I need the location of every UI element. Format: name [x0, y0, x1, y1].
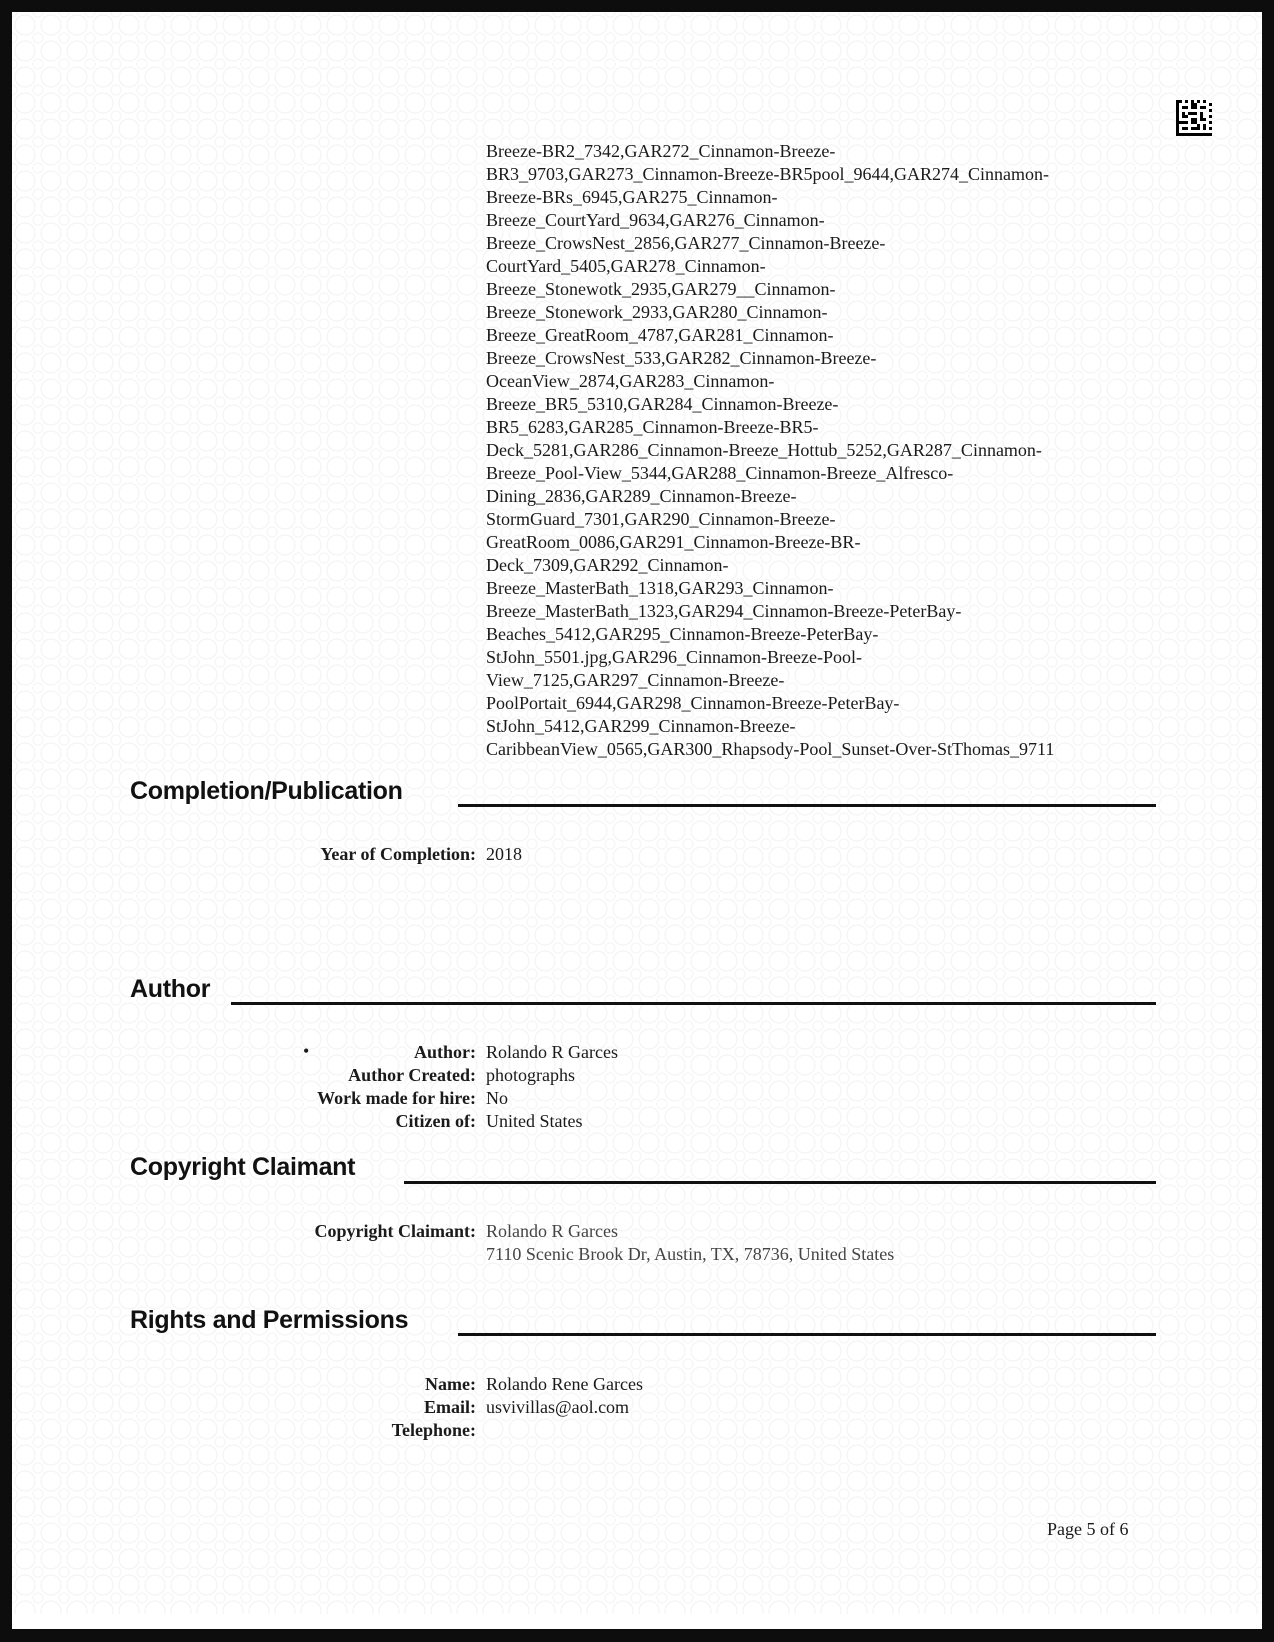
claimant-label: Copyright Claimant:	[314, 1221, 476, 1241]
author-created-value: photographs	[486, 1065, 575, 1085]
title-line: Breeze_CrowsNest_533,GAR282_Cinnamon-Breeze-	[486, 348, 877, 368]
author-label: Author:	[414, 1042, 476, 1062]
author-value: Rolando R Garces	[486, 1042, 618, 1062]
title-line: Breeze_MasterBath_1323,GAR294_Cinnamon-Breeze-PeterBay-	[486, 601, 962, 621]
titles-continuation	[486, 140, 1206, 761]
rights-rule	[458, 1333, 1156, 1336]
year-of-completion-value: 2018	[486, 844, 522, 864]
title-line: BR3_9703,GAR273_Cinnamon-Breeze-BR5pool_9644,GAR274_Cinnamon-	[486, 164, 1049, 184]
title-line: OceanView_2874,GAR283_Cinnamon-	[486, 371, 775, 391]
title-line: Breeze_Stonewotk_2935,GAR279__Cinnamon-	[486, 279, 836, 299]
author-bullet: •	[303, 1041, 310, 1061]
title-line: Beaches_5412,GAR295_Cinnamon-Breeze-PeterBay-	[486, 624, 879, 644]
completion-rule	[458, 804, 1156, 807]
completion-heading: Completion/Publication	[130, 777, 403, 805]
title-line: BR5_6283,GAR285_Cinnamon-Breeze-BR5-	[486, 417, 819, 437]
page-bottom-margin	[12, 1614, 1262, 1629]
title-line: Breeze-BRs_6945,GAR275_Cinnamon-	[486, 187, 778, 207]
citizen-of-value: United States	[486, 1111, 583, 1131]
title-line: Breeze_GreatRoom_4787,GAR281_Cinnamon-	[486, 325, 834, 345]
title-line: CourtYard_5405,GAR278_Cinnamon-	[486, 256, 766, 276]
author-rule	[231, 1002, 1156, 1005]
title-line: Breeze_CourtYard_9634,GAR276_Cinnamon-	[486, 210, 825, 230]
work-for-hire-label: Work made for hire:	[317, 1088, 476, 1108]
title-line: Breeze_Stonework_2933,GAR280_Cinnamon-	[486, 302, 828, 322]
title-line: GreatRoom_0086,GAR291_Cinnamon-Breeze-BR-	[486, 532, 861, 552]
claimant-heading: Copyright Claimant	[130, 1153, 356, 1181]
title-line: Breeze-BR2_7342,GAR272_Cinnamon-Breeze-	[486, 141, 836, 161]
title-line: StormGuard_7301,GAR290_Cinnamon-Breeze-	[486, 509, 836, 529]
title-line: PoolPortait_6944,GAR298_Cinnamon-Breeze-PeterBay-	[486, 693, 900, 713]
rights-heading: Rights and Permissions	[130, 1306, 409, 1334]
title-line: Breeze_BR5_5310,GAR284_Cinnamon-Breeze-	[486, 394, 839, 414]
title-line: CaribbeanView_0565,GAR300_Rhapsody-Pool_Sunset-Over-StThomas_9711	[486, 739, 1055, 759]
title-line: Breeze_Pool-View_5344,GAR288_Cinnamon-Breeze_Alfresco-	[486, 463, 954, 483]
claimant-rule	[404, 1181, 1156, 1184]
title-line: Breeze_CrowsNest_2856,GAR277_Cinnamon-Breeze-	[486, 233, 886, 253]
author-created-label: Author Created:	[348, 1065, 476, 1085]
document-page	[12, 12, 1262, 1629]
datamatrix-barcode-icon	[1176, 100, 1212, 136]
rights-name-label: Name:	[425, 1374, 476, 1394]
rights-email-label: Email:	[424, 1397, 476, 1417]
title-line: StJohn_5501.jpg,GAR296_Cinnamon-Breeze-Pool-	[486, 647, 862, 667]
claimant-name: Rolando R Garces	[486, 1221, 618, 1241]
rights-telephone-label: Telephone:	[391, 1420, 476, 1440]
rights-name-value: Rolando Rene Garces	[486, 1374, 643, 1394]
title-line: Deck_7309,GAR292_Cinnamon-	[486, 555, 729, 575]
title-line: Dining_2836,GAR289_Cinnamon-Breeze-	[486, 486, 797, 506]
page-number: Page 5 of 6	[1047, 1519, 1129, 1539]
author-heading: Author	[130, 975, 211, 1003]
claimant-address: 7110 Scenic Brook Dr, Austin, TX, 78736, United States	[486, 1244, 895, 1264]
title-line: Deck_5281,GAR286_Cinnamon-Breeze_Hottub_5252,GAR287_Cinnamon-	[486, 440, 1042, 460]
title-line: View_7125,GAR297_Cinnamon-Breeze-	[486, 670, 785, 690]
title-line: Breeze_MasterBath_1318,GAR293_Cinnamon-	[486, 578, 834, 598]
citizen-of-label: Citizen of:	[395, 1111, 476, 1131]
year-of-completion-label: Year of Completion:	[320, 844, 476, 864]
title-line: StJohn_5412,GAR299_Cinnamon-Breeze-	[486, 716, 796, 736]
rights-email-value: usvivillas@aol.com	[486, 1397, 630, 1417]
work-for-hire-value: No	[486, 1088, 508, 1108]
